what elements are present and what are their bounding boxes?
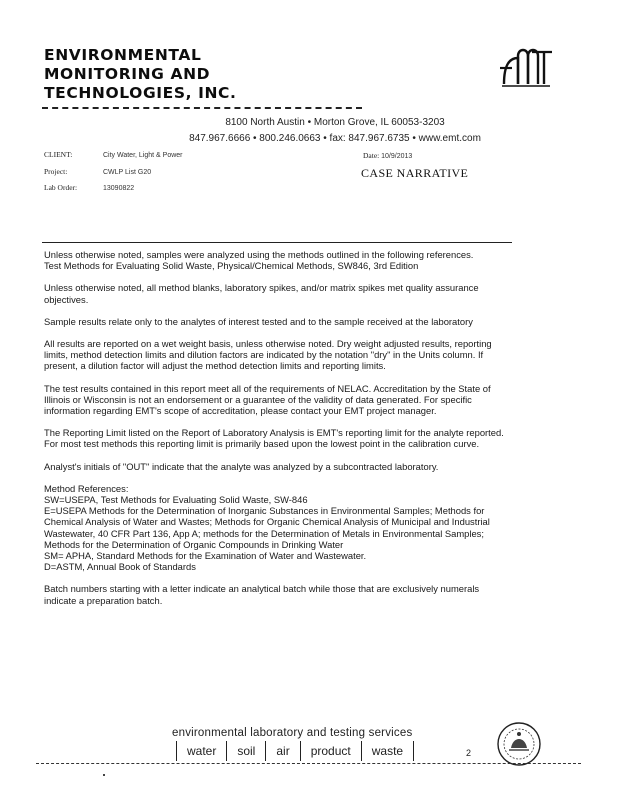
service-waste: waste [361,741,414,761]
method-reference-sw: SW=USEPA, Test Methods for Evaluating Solid Waste, SW-846 [44,494,308,506]
header-divider [42,107,362,109]
lab-order-value [103,183,134,192]
narrative-paragraph-7: Analyst's initials of "OUT" indicate that the analyte was analyzed by a subcontracted laboratory. [44,460,439,472]
address-contact: 847.967.6666 • 800.246.0663 • fax: 847.967.6735 • www.emt.com [189,133,481,144]
method-reference-d: D=ASTM, Annual Book of Standards [44,561,196,573]
narrative-p1-line2: Test Methods for Evaluating Solid Waste, Physical/Chemical Methods, SW846, 3rd Edition [44,260,419,272]
company-name-line-1: ENVIRONMENTAL [44,46,202,64]
narrative-p1-line1: Unless otherwise noted, samples were analyzed using the methods outlined in the following references. [44,249,474,260]
address-street: 8100 North Austin • Morton Grove, IL 60053-3203 [225,117,445,128]
footer-tagline: environmental laboratory and testing services [172,727,413,739]
client-value [103,150,183,159]
method-reference-sm: SM= APHA, Standard Methods for the Examination of Water and Wastewater. [44,550,367,562]
accreditation-seal-icon [495,720,543,768]
date-label: Date: [363,151,380,160]
project-label: Project: [44,167,68,176]
company-name [44,46,237,103]
page-number: 2 [466,748,472,758]
section-divider [42,242,512,243]
case-narrative-title: CASE NARRATIVE [361,166,469,180]
lab-order-label: Lab Order: [44,183,78,192]
narrative-paragraph-4: All results are reported on a wet weight basis, unless otherwise noted. Dry weight adjusted results, reporting limits, method detection limits and dilution factors are indicated by the notation "dry" in the Units column. If present, a dilution factor will adjust the method detection limits and reporting limits. [44,338,492,372]
service-water: water [176,741,226,761]
company-logo-icon [498,44,554,90]
footer-divider [36,763,581,764]
footer-services [176,741,414,761]
scan-artifact [103,774,105,776]
date-value: 10/9/2013 [381,153,413,160]
project-value [103,167,151,176]
method-references [44,483,514,573]
project-value-text: CWLP List G20 [103,169,152,176]
narrative-paragraph-2: Unless otherwise noted, all method blanks, laboratory spikes, and/or matrix spikes met quality assurance objectives. [44,282,479,305]
narrative-paragraph-3: Sample results relate only to the analytes of interest tested and to the sample received at the laboratory [44,315,473,327]
client-label: CLIENT: [44,150,73,159]
narrative-paragraph-6: The Reporting Limit listed on the Report of Laboratory Analysis is EMT's reporting limit for the analyte reported. For most test methods this reporting limit is primarily based upon the lowest point in the calibration curve. [44,427,504,450]
company-name-line-2: MONITORING AND [44,65,211,83]
narrative-body [44,249,514,617]
narrative-paragraph-1 [44,249,514,271]
date-field [363,151,412,160]
service-soil: soil [226,741,265,761]
client-value-text: City Water, Light & Power [103,152,183,159]
company-name-line-3: TECHNOLOGIES, INC. [44,84,237,102]
lab-order-value-text: 13090822 [103,185,135,192]
service-product: product [300,741,361,761]
narrative-paragraph-8: Batch numbers starting with a letter indicate an analytical batch while those that are exclusively numerals indicate a preparation batch. [44,583,480,606]
service-air: air [265,741,299,761]
method-references-title: Method References: [44,482,129,494]
method-reference-e: E=USEPA Methods for the Determination of Inorganic Substances in Environmental Samples; Methods for Chemical Analysis of Water and Wastes; Methods for Organic Chemical Analysis of Municipal and Industrial Wastewater, 40 CFR Part 136, App A; methods for the Determination of Metals in Environmental Samples; Methods for the Determination of Organic Compounds in Drinking Water [44,505,490,550]
narrative-paragraph-5: The test results contained in this report meet all of the requirements of NELAC. Accreditation by the State of Illinois or Wisconsin is not an endorsement or a guarantee of the validity of data generated. For specific information regarding EMT's scope of accreditation, please contact your EMT project manager. [44,382,491,417]
